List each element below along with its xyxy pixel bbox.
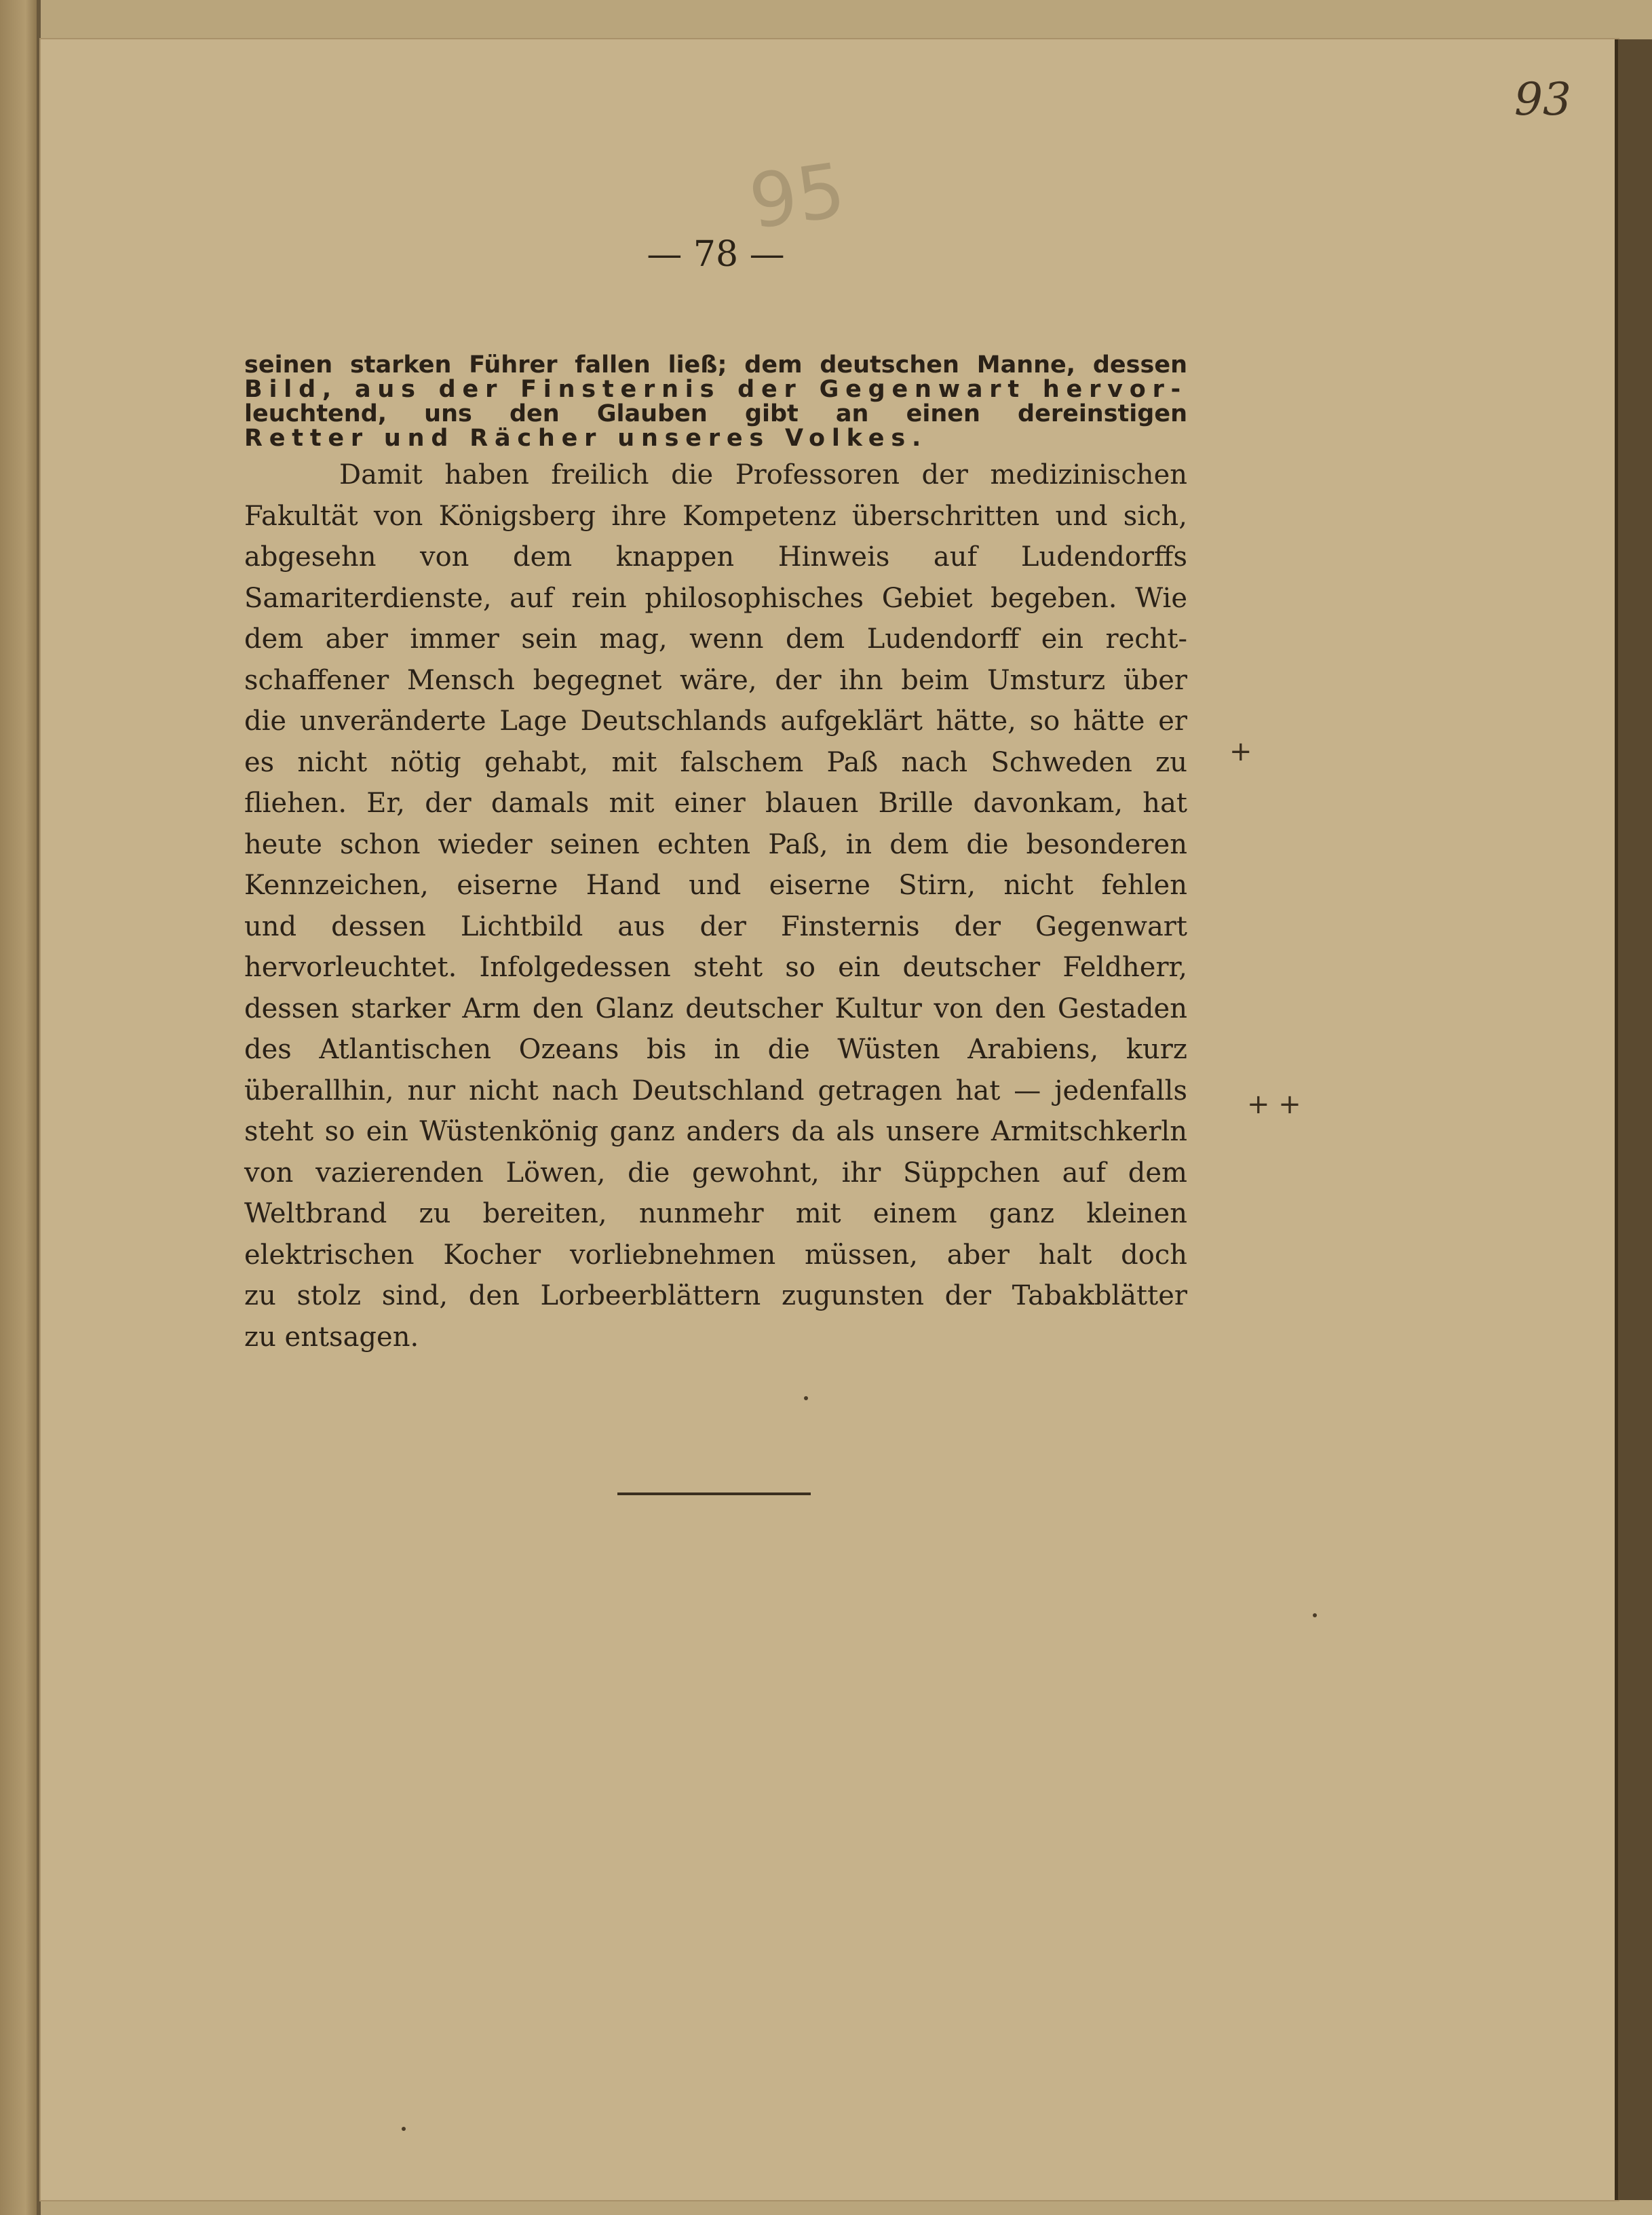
text-line: leuchtend, uns den Glauben gibt an einen dereinstigen <box>244 400 1187 427</box>
text-line: seinen starken Führer fallen ließ; dem deutschen Manne, dessen <box>244 351 1187 379</box>
page-body <box>244 353 1187 1357</box>
text-line: Bild, aus der Finsternis der Gegenwart hervor- <box>244 376 1187 403</box>
text-line: elektrischen Kocher vorliebnehmen müssen, aber halt doch <box>244 1239 1187 1271</box>
margin-annotation: + <box>1229 736 1252 767</box>
text-line: dem aber immer sein mag, wenn dem Ludendorff ein recht- <box>244 623 1187 655</box>
adjacent-page-edge <box>1618 39 1652 2200</box>
text-line: es nicht nötig gehabt, mit falschem Paß nach Schweden zu <box>244 746 1187 778</box>
main-paragraph <box>244 455 1187 1357</box>
binding-edge <box>0 0 37 2215</box>
text-line: zu stolz sind, den Lorbeerblättern zugunsten der Tabakblätter <box>244 1280 1187 1311</box>
continuation-paragraph <box>244 353 1187 450</box>
text-line: fliehen. Er, der damals mit einer blauen Brille davonkam, hat <box>244 788 1187 819</box>
speck <box>402 2127 406 2131</box>
text-line: Weltbrand zu bereiten, nunmehr mit einem ganz kleinen <box>244 1198 1187 1229</box>
text-line: steht so ein Wüstenkönig ganz anders da als unsere Armitschkerln <box>244 1116 1187 1147</box>
text-line: überallhin, nur nicht nach Deutschland getragen hat — jedenfalls <box>244 1075 1187 1106</box>
text-line: des Atlantischen Ozeans bis in die Wüsten Arabiens, kurz <box>244 1034 1187 1065</box>
margin-annotation: + + <box>1247 1089 1301 1120</box>
text-line: Damit haben freilich die Professoren der medizinischen <box>339 459 1187 490</box>
text-line: Samariterdienste, auf rein philosophisches Gebiet begeben. Wie <box>244 582 1187 614</box>
text-line: dessen starker Arm den Glanz deutscher Kultur von den Gestaden <box>244 993 1187 1024</box>
page-number: — 78 — <box>647 234 785 275</box>
text-line: und dessen Lichtbild aus der Finsternis der Gegenwart <box>244 910 1187 942</box>
speck <box>1313 1613 1317 1617</box>
text-line: Fakultät von Königsberg ihre Kompetenz überschritten und sich, <box>244 500 1187 532</box>
text-line: schaffener Mensch begegnet wäre, der ihn beim Umsturz über <box>244 664 1187 696</box>
text-line: Retter und Rächer unseres Volkes. <box>244 425 928 452</box>
text-line: abgesehn von dem knappen Hinweis auf Ludendorffs <box>244 541 1187 573</box>
text-line: heute schon wieder seinen echten Paß, in dem die besonderen <box>244 828 1187 860</box>
text-line: von vazierenden Löwen, die gewohnt, ihr Süppchen auf dem <box>244 1157 1187 1189</box>
end-rule <box>617 1492 811 1495</box>
folio-number: 93 <box>1514 73 1571 126</box>
text-line: hervorleuchtet. Infolgedessen steht so ein deutscher Feldherr, <box>244 952 1187 983</box>
pencil-annotation: 95 <box>744 146 851 246</box>
text-line: die unveränderte Lage Deutschlands aufgeklärt hätte, so hätte er <box>244 706 1187 737</box>
speck <box>804 1396 808 1400</box>
text-line: Kennzeichen, eiserne Hand und eiserne Stirn, nicht fehlen <box>244 870 1187 901</box>
text-line: zu entsagen. <box>244 1321 419 1353</box>
